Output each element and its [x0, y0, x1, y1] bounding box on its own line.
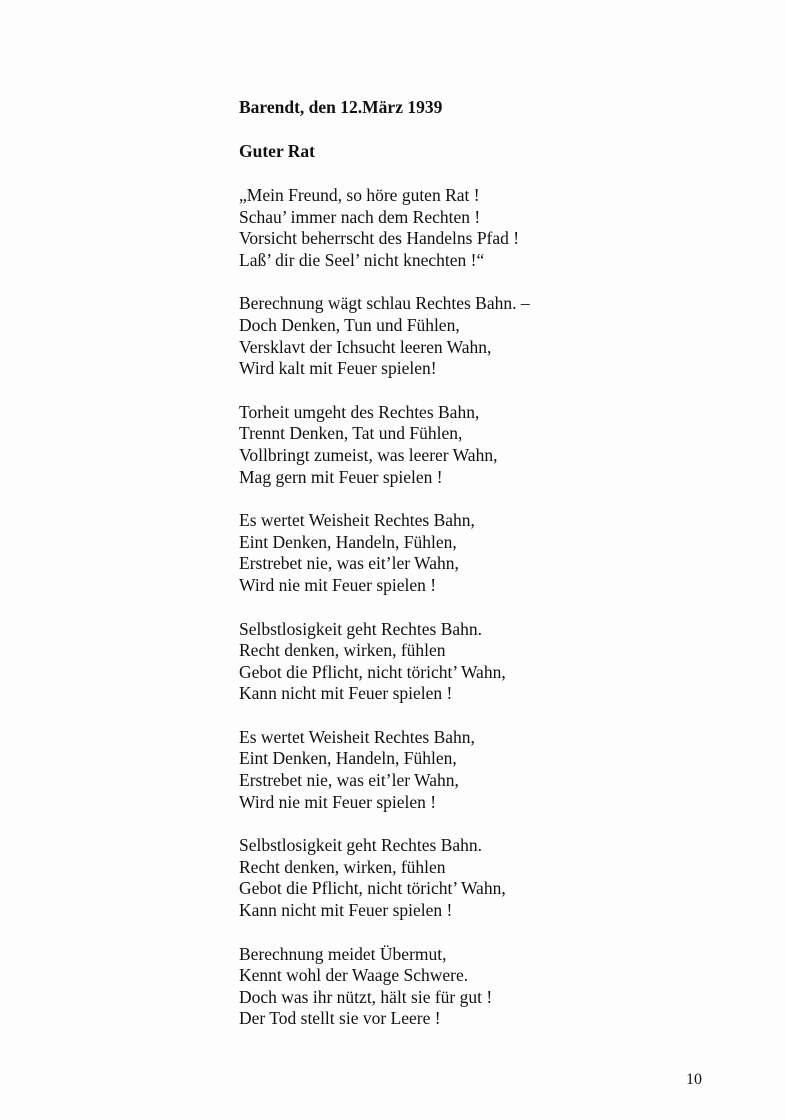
poem-line: Mag gern mit Feuer spielen ! [239, 466, 443, 487]
poem-line: Selbstlosigkeit geht Rechtes Bahn. [239, 618, 483, 639]
poem-content [239, 96, 739, 1052]
poem-line: Gebot die Pflicht, nicht töricht’ Wahn, [239, 661, 506, 682]
poem-line: Berechnung wägt schlau Rechtes Bahn. – [239, 293, 530, 314]
poem-stanza [239, 727, 739, 813]
poem-line: Recht denken, wirken, fühlen [239, 856, 446, 877]
poem-line: Eint Denken, Handeln, Fühlen, [239, 748, 457, 769]
poem-line: Es wertet Weisheit Rechtes Bahn, [239, 726, 475, 747]
poem-line: Vorsicht beherrscht des Handelns Pfad ! [239, 228, 520, 249]
poem-line: Eint Denken, Handeln, Fühlen, [239, 531, 457, 552]
poem-line: Torheit umgeht des Rechtes Bahn, [239, 401, 480, 422]
poem-line: Recht denken, wirken, fühlen [239, 640, 446, 661]
poem-line: Gebot die Pflicht, nicht töricht’ Wahn, [239, 878, 506, 899]
poem-title: Guter Rat [239, 141, 315, 161]
poem-stanzas [239, 185, 739, 1030]
poem-stanza [239, 619, 739, 705]
date-heading: Barendt, den 12.März 1939 [239, 97, 443, 117]
poem-line: Berechnung meidet Übermut, [239, 943, 447, 964]
poem-line: Vollbringt zumeist, was leerer Wahn, [239, 444, 498, 465]
poem-line: Schau’ immer nach dem Rechten ! [239, 206, 481, 227]
page-number: 10 [686, 1071, 702, 1088]
poem-line: Kann nicht mit Feuer spielen ! [239, 900, 453, 921]
poem-stanza [239, 402, 739, 488]
poem-stanza [239, 944, 739, 1030]
poem-line: Laß’ dir die Seel’ nicht knechten !“ [239, 249, 485, 270]
poem-line: Wird nie mit Feuer spielen ! [239, 574, 437, 595]
poem-line: Doch Denken, Tun und Fühlen, [239, 314, 460, 335]
poem-line: Erstrebet nie, was eit’ler Wahn, [239, 553, 459, 574]
poem-stanza [239, 510, 739, 596]
poem-line: Selbstlosigkeit geht Rechtes Bahn. [239, 835, 483, 856]
poem-line: Wird nie mit Feuer spielen ! [239, 791, 437, 812]
poem-stanza [239, 185, 739, 271]
poem-stanza [239, 835, 739, 921]
poem-line: Der Tod stellt sie vor Leere ! [239, 1008, 441, 1029]
poem-stanza [239, 293, 739, 379]
poem-line: Trennt Denken, Tat und Fühlen, [239, 423, 463, 444]
poem-line: „Mein Freund, so höre guten Rat ! [239, 185, 480, 205]
poem-line: Es wertet Weisheit Rechtes Bahn, [239, 510, 475, 531]
poem-line: Erstrebet nie, was eit’ler Wahn, [239, 770, 459, 791]
poem-line: Wird kalt mit Feuer spielen! [239, 358, 437, 379]
poem-line: Doch was ihr nützt, hält sie für gut ! [239, 986, 493, 1007]
poem-line: Versklavt der Ichsucht leeren Wahn, [239, 336, 492, 357]
poem-line: Kann nicht mit Feuer spielen ! [239, 683, 453, 704]
poem-line: Kennt wohl der Waage Schwere. [239, 965, 469, 986]
